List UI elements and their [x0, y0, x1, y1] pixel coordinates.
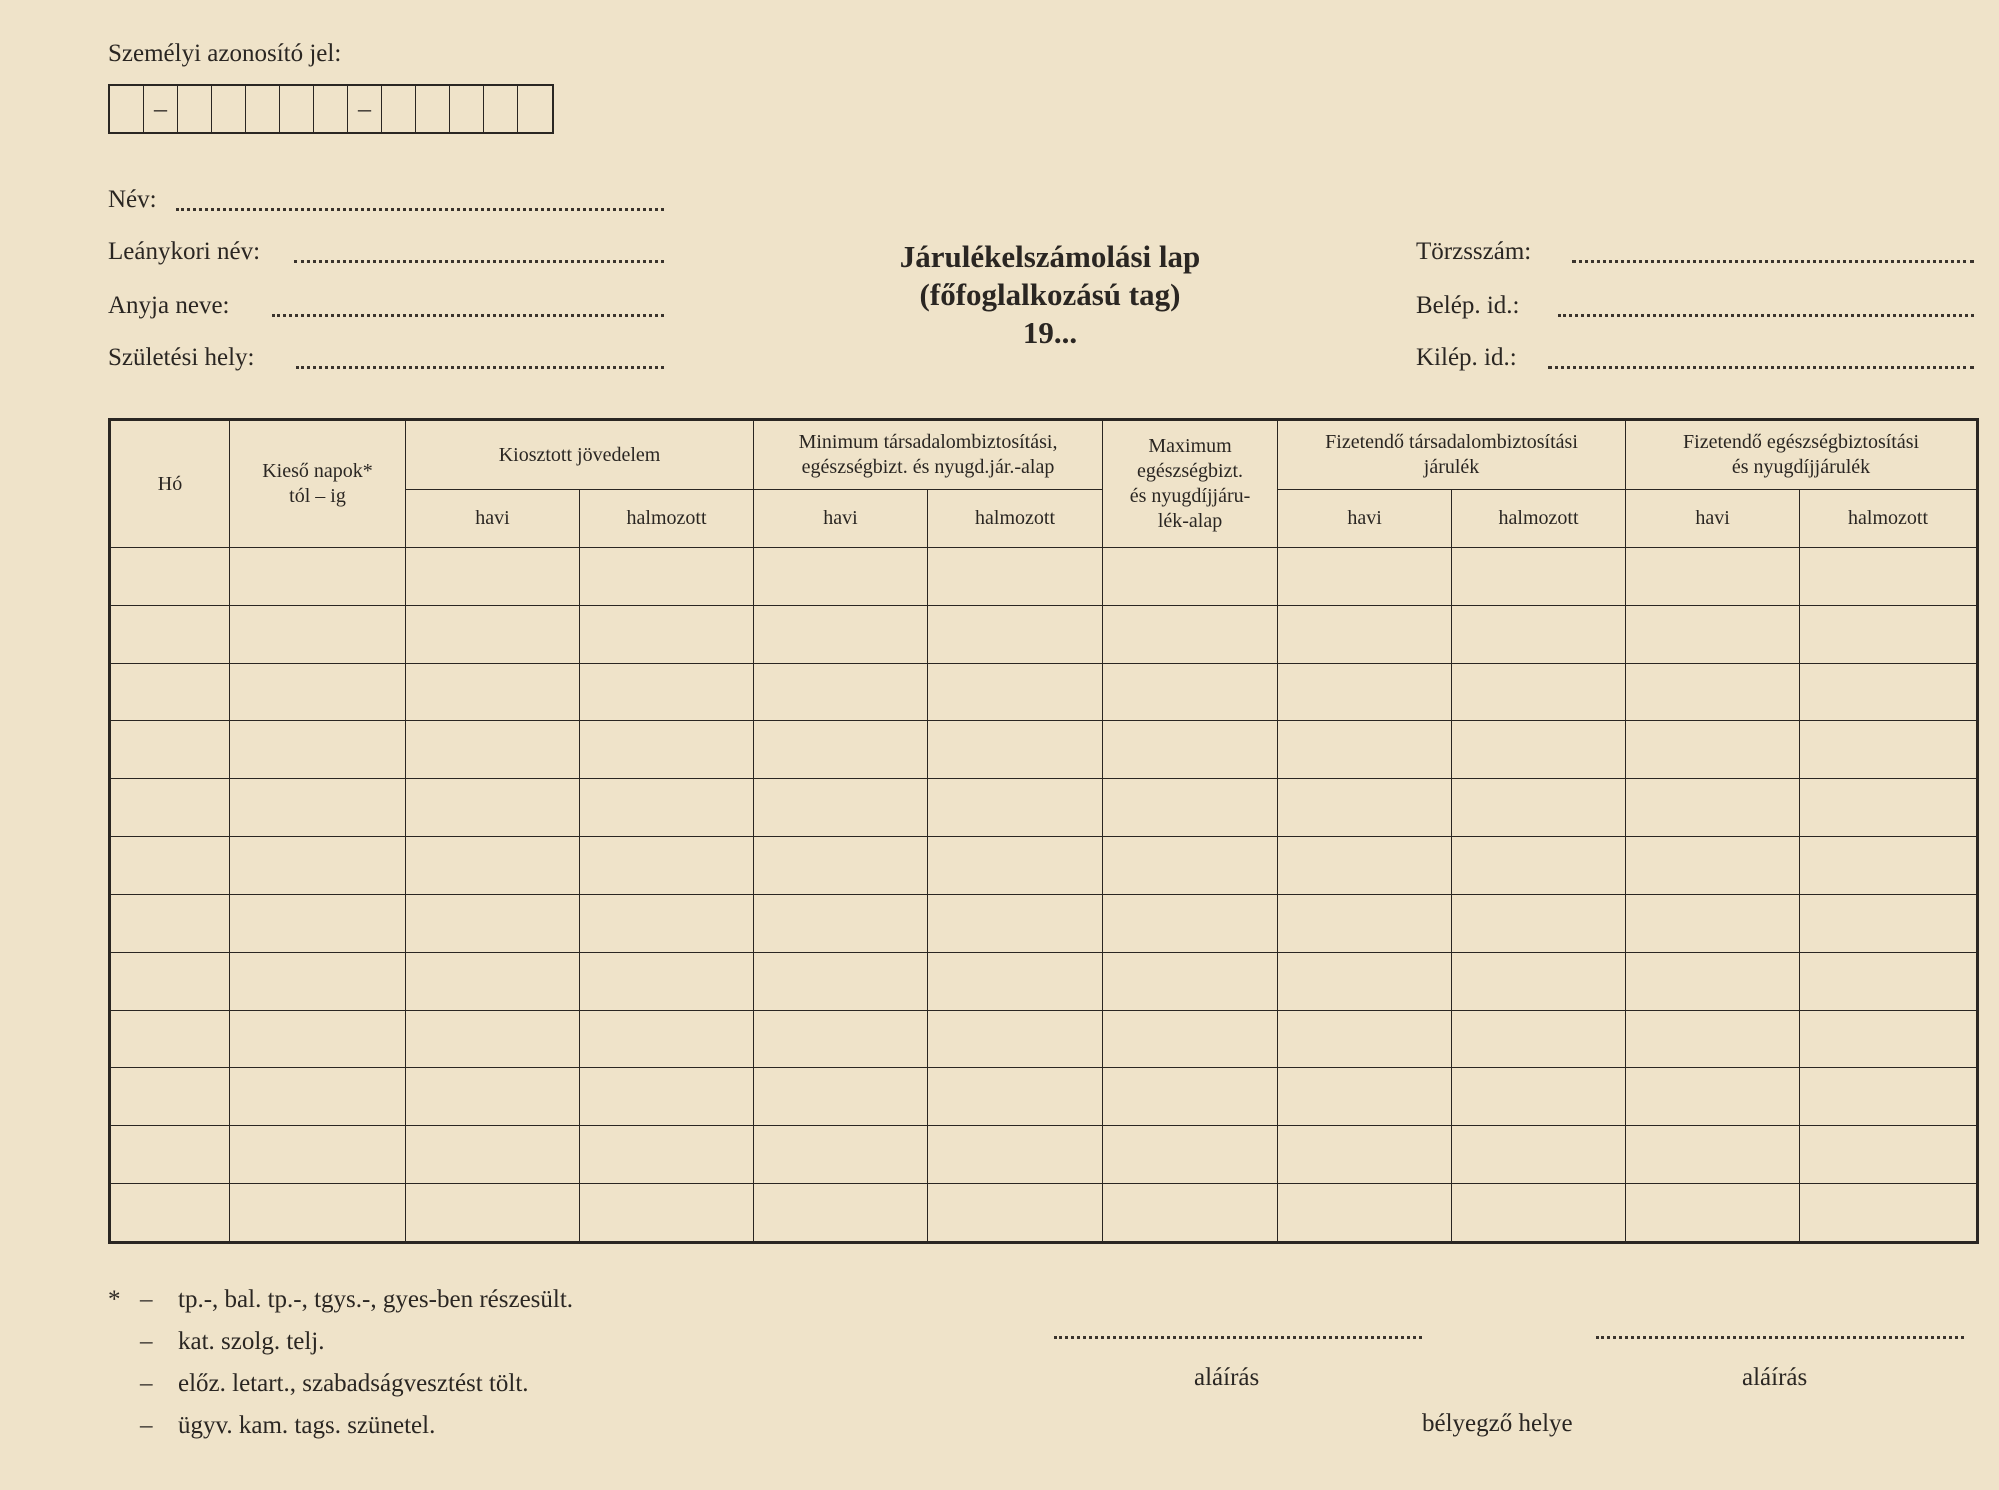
table-cell[interactable] [580, 605, 754, 663]
table-cell[interactable] [928, 721, 1103, 779]
id-box[interactable] [280, 86, 314, 132]
table-cell[interactable] [1800, 1068, 1978, 1126]
table-cell[interactable] [580, 1184, 754, 1243]
table-cell[interactable] [580, 721, 754, 779]
table-cell[interactable] [1800, 837, 1978, 895]
table-cell[interactable] [230, 1184, 406, 1243]
table-cell[interactable] [1103, 952, 1278, 1010]
footnote-star: * [108, 1286, 121, 1313]
table-cell[interactable] [928, 1010, 1103, 1068]
field-line-torzsszam[interactable] [1572, 260, 1974, 263]
field-label-nev: Név: [108, 186, 157, 213]
table-body [110, 548, 1978, 1243]
table-cell[interactable] [1278, 548, 1452, 606]
table-cell[interactable] [1278, 721, 1452, 779]
table-cell[interactable] [230, 779, 406, 837]
table-cell[interactable] [110, 605, 230, 663]
header-minimum: Minimum társadalombiztosítási, egészségbizt. és nyugd.jár.-alap [754, 420, 1103, 490]
field-line-belep[interactable] [1558, 314, 1974, 317]
table-cell[interactable] [580, 1068, 754, 1126]
table-cell[interactable] [754, 721, 928, 779]
table-cell[interactable] [406, 605, 580, 663]
subheader-havi: havi [1278, 490, 1452, 548]
table-cell[interactable] [406, 894, 580, 952]
table-cell[interactable] [754, 1010, 928, 1068]
table-cell[interactable] [1452, 1184, 1626, 1243]
table-row [110, 1068, 1978, 1126]
table-cell[interactable] [928, 779, 1103, 837]
table-cell[interactable] [580, 952, 754, 1010]
table-cell[interactable] [1626, 1010, 1800, 1068]
field-label-anyja: Anyja neve: [108, 292, 230, 319]
field-label-kilep: Kilép. id.: [1416, 344, 1517, 371]
field-line-nev[interactable] [176, 208, 664, 211]
table-cell[interactable] [1800, 663, 1978, 721]
table-cell[interactable] [406, 663, 580, 721]
table-cell[interactable] [580, 1126, 754, 1184]
table-cell[interactable] [754, 548, 928, 606]
table-cell[interactable] [230, 1126, 406, 1184]
footnote-dash: – [140, 1412, 153, 1439]
table-cell[interactable] [1452, 837, 1626, 895]
id-box[interactable] [178, 86, 212, 132]
footnote-1: tp.-, bal. tp.-, tgys.-, gyes-ben részesült. [178, 1286, 574, 1313]
table-cell[interactable] [110, 952, 230, 1010]
footnote-dash: – [140, 1328, 153, 1355]
table-cell[interactable] [1278, 1184, 1452, 1243]
table-cell[interactable] [230, 952, 406, 1010]
table-cell[interactable] [754, 894, 928, 952]
table-cell[interactable] [1626, 1184, 1800, 1243]
table-cell[interactable] [110, 779, 230, 837]
table-cell[interactable] [580, 1010, 754, 1068]
table-row [110, 837, 1978, 895]
table-cell[interactable] [230, 1068, 406, 1126]
field-line-kilep[interactable] [1548, 366, 1974, 369]
table-cell[interactable] [1452, 1010, 1626, 1068]
table-row [110, 952, 1978, 1010]
table-cell[interactable] [1278, 837, 1452, 895]
id-box[interactable] [484, 86, 518, 132]
table-cell[interactable] [754, 663, 928, 721]
table-cell[interactable] [1103, 1184, 1278, 1243]
table-cell[interactable] [406, 952, 580, 1010]
table-cell[interactable] [1626, 548, 1800, 606]
table-cell[interactable] [406, 1010, 580, 1068]
table-cell[interactable] [110, 837, 230, 895]
table-cell[interactable] [110, 1126, 230, 1184]
table-cell[interactable] [1452, 894, 1626, 952]
table-cell[interactable] [1278, 1010, 1452, 1068]
header-tb-jarulek: Fizetendő társadalombiztosítási járulék [1278, 420, 1626, 490]
table-cell[interactable] [230, 1010, 406, 1068]
table-cell[interactable] [406, 1184, 580, 1243]
table-cell[interactable] [754, 1068, 928, 1126]
table-cell[interactable] [1800, 894, 1978, 952]
table-cell[interactable] [1626, 663, 1800, 721]
table-cell[interactable] [110, 721, 230, 779]
id-box[interactable] [518, 86, 552, 132]
table-cell[interactable] [1800, 779, 1978, 837]
subheader-halmozott: halmozott [1452, 490, 1626, 548]
table-cell[interactable] [754, 952, 928, 1010]
table-cell[interactable] [1626, 1068, 1800, 1126]
table-cell[interactable] [1452, 721, 1626, 779]
form-title [860, 238, 1240, 352]
table-cell[interactable] [1626, 605, 1800, 663]
id-box[interactable]: – [144, 86, 178, 132]
table-cell[interactable] [928, 894, 1103, 952]
field-label-szuletesi: Születési hely: [108, 344, 255, 371]
table-cell[interactable] [754, 837, 928, 895]
table-row [110, 663, 1978, 721]
table-cell[interactable] [928, 548, 1103, 606]
table-cell[interactable] [580, 894, 754, 952]
table-cell[interactable] [1800, 605, 1978, 663]
header-maximum: Maximum egészségbizt. és nyugdíjjáru- lék-alap [1103, 420, 1278, 548]
field-line-anyja[interactable] [272, 314, 664, 317]
table-cell[interactable] [406, 548, 580, 606]
table-cell[interactable] [580, 663, 754, 721]
table-cell[interactable] [230, 548, 406, 606]
table-cell[interactable] [1800, 721, 1978, 779]
table-cell[interactable] [754, 1126, 928, 1184]
subheader-havi: havi [1626, 490, 1800, 548]
id-box[interactable] [246, 86, 280, 132]
table-cell[interactable] [580, 779, 754, 837]
table-cell[interactable] [406, 721, 580, 779]
field-label-leanykori: Leánykori név: [108, 238, 261, 265]
table-cell[interactable] [110, 1184, 230, 1243]
table-cell[interactable] [1626, 721, 1800, 779]
field-line-leanykori[interactable] [294, 260, 664, 263]
id-box[interactable] [314, 86, 348, 132]
id-box[interactable] [382, 86, 416, 132]
table-cell[interactable] [1800, 952, 1978, 1010]
table-cell[interactable] [1103, 1068, 1278, 1126]
header-eb-jarulek: Fizetendő egészségbiztosítási és nyugdíjjárulék [1626, 420, 1978, 490]
title-line-3: 19... [1022, 315, 1078, 350]
id-box[interactable] [110, 86, 144, 132]
table-cell[interactable] [1800, 1126, 1978, 1184]
table-cell[interactable] [110, 1068, 230, 1126]
footnote-4: ügyv. kam. tags. szünetel. [178, 1412, 436, 1439]
table-cell[interactable] [230, 721, 406, 779]
header-ho: Hó [110, 420, 230, 548]
table-cell[interactable] [928, 605, 1103, 663]
table-cell[interactable] [1278, 894, 1452, 952]
signature-label-1: aláírás [1194, 1364, 1260, 1391]
table-cell[interactable] [1278, 605, 1452, 663]
table-cell[interactable] [580, 837, 754, 895]
table-cell[interactable] [928, 1126, 1103, 1184]
table-cell[interactable] [406, 837, 580, 895]
table-cell[interactable] [928, 1068, 1103, 1126]
table-cell[interactable] [1452, 605, 1626, 663]
signature-label-2: aláírás [1742, 1364, 1808, 1391]
footnote-3: előz. letart., szabadságvesztést tölt. [178, 1370, 529, 1397]
table-cell[interactable] [1800, 1010, 1978, 1068]
field-label-belep: Belép. id.: [1416, 292, 1520, 319]
table-cell[interactable] [230, 837, 406, 895]
table-cell[interactable] [928, 663, 1103, 721]
table-cell[interactable] [754, 605, 928, 663]
table-cell[interactable] [928, 1184, 1103, 1243]
table-cell[interactable] [1103, 894, 1278, 952]
table-cell[interactable] [1626, 1126, 1800, 1184]
table-cell[interactable] [1278, 1068, 1452, 1126]
table-cell[interactable] [1103, 779, 1278, 837]
table-cell[interactable] [928, 837, 1103, 895]
table-row [110, 721, 1978, 779]
table-cell[interactable] [1278, 663, 1452, 721]
contribution-table [108, 418, 1979, 1244]
table-cell[interactable] [406, 1068, 580, 1126]
table-cell[interactable] [1452, 779, 1626, 837]
table-cell[interactable] [1452, 663, 1626, 721]
header-kiosztott: Kiosztott jövedelem [406, 420, 754, 490]
id-box[interactable] [212, 86, 246, 132]
table-cell[interactable] [1103, 721, 1278, 779]
id-box[interactable] [416, 86, 450, 132]
id-label: Személyi azonosító jel: [108, 40, 342, 67]
subheader-havi: havi [754, 490, 928, 548]
table-cell[interactable] [1278, 1126, 1452, 1184]
table-row [110, 605, 1978, 663]
table-cell[interactable] [754, 779, 928, 837]
table-cell[interactable] [928, 952, 1103, 1010]
table-cell[interactable] [1452, 1126, 1626, 1184]
stamp-place-label: bélyegző helye [1422, 1410, 1573, 1437]
signature-line-2[interactable] [1596, 1336, 1964, 1339]
table-cell[interactable] [1626, 894, 1800, 952]
table-cell[interactable] [1103, 1010, 1278, 1068]
table-row [110, 779, 1978, 837]
table-cell[interactable] [1452, 952, 1626, 1010]
table-cell[interactable] [1103, 548, 1278, 606]
footnote-2: kat. szolg. telj. [178, 1328, 325, 1355]
subheader-havi: havi [406, 490, 580, 548]
table-cell[interactable] [1452, 548, 1626, 606]
footnote-dash: – [140, 1286, 153, 1313]
table-cell[interactable] [1103, 837, 1278, 895]
header-kieso-napok: Kieső napok* tól – ig [230, 420, 406, 548]
table-cell[interactable] [754, 1184, 928, 1243]
table-cell[interactable] [1103, 1126, 1278, 1184]
table-row [110, 1126, 1978, 1184]
table-cell[interactable] [406, 779, 580, 837]
table-cell[interactable] [1452, 1068, 1626, 1126]
table-cell[interactable] [1626, 952, 1800, 1010]
table-cell[interactable] [1103, 605, 1278, 663]
table-cell[interactable] [110, 1010, 230, 1068]
table-cell[interactable] [406, 1126, 580, 1184]
subheader-halmozott: halmozott [1800, 490, 1978, 548]
subheader-halmozott: halmozott [928, 490, 1103, 548]
table-cell[interactable] [230, 605, 406, 663]
table-cell[interactable] [1626, 837, 1800, 895]
table-row [110, 894, 1978, 952]
table-cell[interactable] [1278, 952, 1452, 1010]
table-cell[interactable] [110, 894, 230, 952]
table-cell[interactable] [1626, 779, 1800, 837]
field-label-torzsszam: Törzsszám: [1416, 238, 1532, 265]
table-cell[interactable] [1103, 663, 1278, 721]
table-cell[interactable] [110, 663, 230, 721]
table-cell[interactable] [230, 663, 406, 721]
id-box[interactable] [450, 86, 484, 132]
id-box[interactable]: – [348, 86, 382, 132]
field-line-szuletesi[interactable] [296, 366, 664, 369]
table-cell[interactable] [1278, 779, 1452, 837]
table-cell[interactable] [1800, 548, 1978, 606]
table-row [110, 1010, 1978, 1068]
footnote-dash: – [140, 1370, 153, 1397]
subheader-halmozott: halmozott [580, 490, 754, 548]
id-boxes[interactable] [108, 84, 554, 134]
table-cell[interactable] [230, 894, 406, 952]
table-cell[interactable] [580, 548, 754, 606]
title-line-1: Járulékelszámolási lap [899, 239, 1201, 274]
signature-line-1[interactable] [1054, 1336, 1422, 1339]
table-row [110, 548, 1978, 606]
title-line-2: (főfoglalkozású tag) [919, 277, 1181, 312]
table-cell[interactable] [110, 548, 230, 606]
table-cell[interactable] [1800, 1184, 1978, 1243]
table-row [110, 1184, 1978, 1243]
